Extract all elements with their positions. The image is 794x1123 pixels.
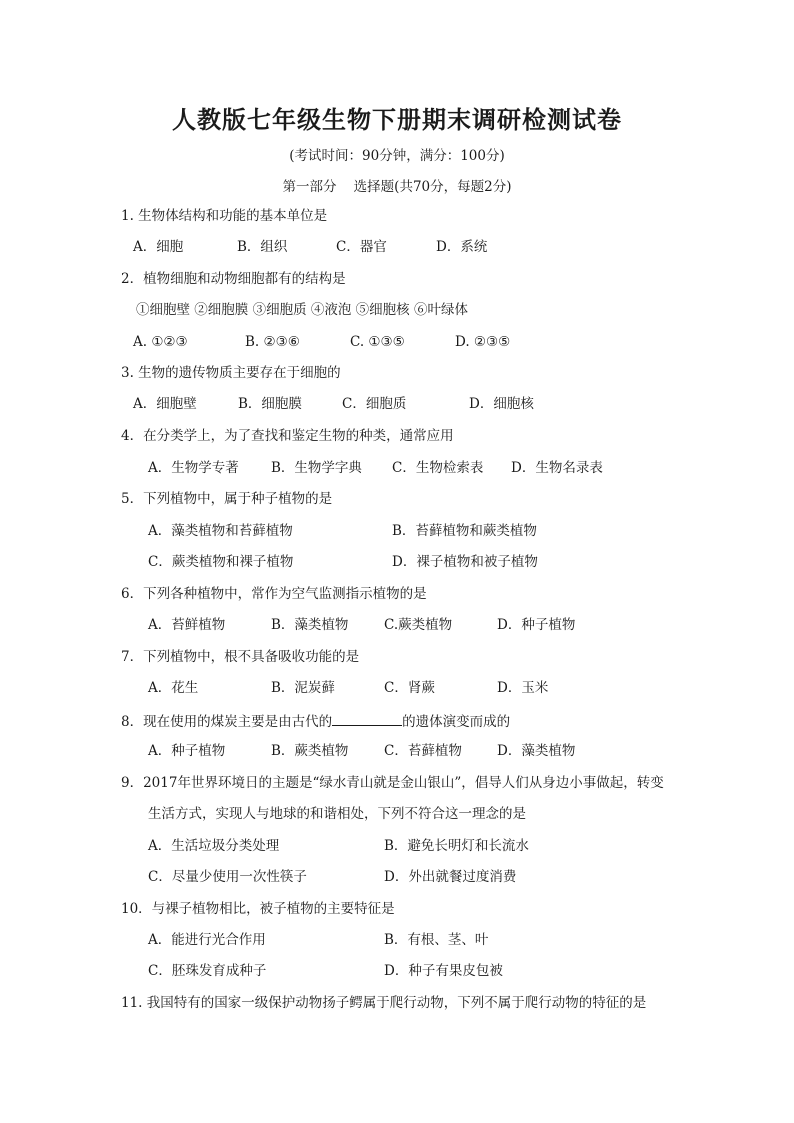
- question-11: 11. 我国特有的国家一级保护动物扬子鳄属于爬行动物，下列不属于爬行动物的特征的是: [121, 995, 647, 1011]
- q8-option-d: D．藻类植物: [497, 743, 576, 759]
- q9-option-d: D．外出就餐过度消费: [384, 869, 517, 885]
- question-5: 5．下列植物中，属于种子植物的是: [121, 491, 333, 507]
- question-8: [121, 711, 510, 731]
- q6-option-b: B．藻类植物: [271, 617, 349, 633]
- q9-option-b: B．避免长明灯和长流水: [384, 838, 529, 854]
- question-3: 3. 生物的遗传物质主要存在于细胞的: [121, 365, 341, 381]
- exam-subtitle: (考试时间：90分钟，满分：100分): [289, 148, 505, 164]
- q3-option-d: D．细胞核: [469, 396, 534, 412]
- q8-option-b: B．蕨类植物: [271, 743, 349, 759]
- q8-option-a: A．种子植物: [148, 743, 226, 759]
- q2-option-c: C. ①③⑤: [350, 334, 405, 350]
- q1-option-c: C．器官: [336, 239, 387, 255]
- q3-option-c: C．细胞质: [342, 396, 407, 412]
- q3-option-a: A．细胞壁: [133, 396, 197, 412]
- q5-option-d: D．裸子植物和被子植物: [392, 554, 538, 570]
- q3-option-b: B．细胞膜: [238, 396, 302, 412]
- section-heading: 第一部分 选择题(共70分，每题2分): [282, 179, 512, 195]
- question-10: 10．与裸子植物相比，被子植物的主要特征是: [121, 901, 395, 917]
- q7-option-a: A．花生: [148, 680, 199, 696]
- q9-option-c: C．尽量少使用一次性筷子: [148, 869, 307, 885]
- q2-option-a: A. ①②③: [133, 334, 188, 350]
- q9-option-a: A．生活垃圾分类处理: [148, 838, 280, 854]
- q4-option-b: B．生物学字典: [271, 460, 362, 476]
- q7-option-c: C．肾蕨: [384, 680, 435, 696]
- q10-option-b: B．有根、茎、叶: [384, 932, 489, 948]
- question-9: 9．2017年世界环境日的主题是“绿水青山就是金山银山”，倡导人们从身边小事做起，转变: [121, 775, 664, 791]
- q10-option-a: A．能进行光合作用: [148, 932, 266, 948]
- q1-option-d: D．系统: [436, 239, 488, 255]
- q8-text-after: 的遗体演变而成的: [402, 714, 511, 730]
- q7-option-d: D．玉米: [497, 680, 549, 696]
- exam-title: 人教版七年级生物下册期末调研检测试卷: [172, 105, 622, 134]
- q5-option-b: B．苔藓植物和蕨类植物: [392, 523, 537, 539]
- question-1: 1. 生物体结构和功能的基本单位是: [121, 208, 328, 224]
- q8-answer-blank: [332, 711, 402, 726]
- q1-option-a: A．细胞: [133, 239, 184, 255]
- q6-option-c: C.蕨类植物: [384, 617, 453, 633]
- question-9-line-2: 生活方式，实现人与地球的和谐相处，下列不符合这一理念的是: [148, 806, 526, 822]
- question-7: 7．下列植物中，根不具备吸收功能的是: [121, 649, 360, 665]
- question-6: 6．下列各种植物中，常作为空气监测指示植物的是: [121, 586, 427, 602]
- q2-option-b: B. ②③⑥: [245, 334, 300, 350]
- q2-structure-list: ①细胞壁 ②细胞膜 ③细胞质 ④液泡 ⑤细胞核 ⑥叶绿体: [136, 302, 468, 318]
- q4-option-d: D．生物名录表: [511, 460, 603, 476]
- question-2: 2．植物细胞和动物细胞都有的结构是: [121, 271, 346, 287]
- q4-option-a: A．生物学专著: [148, 460, 239, 476]
- q7-option-b: B．泥炭藓: [271, 680, 335, 696]
- q10-option-d: D．种子有果皮包被: [384, 963, 503, 979]
- question-4: 4．在分类学上，为了查找和鉴定生物的种类，通常应用: [121, 428, 454, 444]
- q10-option-c: C．胚珠发育成种子: [148, 963, 267, 979]
- q8-option-c: C．苔藓植物: [384, 743, 462, 759]
- q2-option-d: D. ②③⑤: [455, 334, 511, 350]
- q6-option-d: D．种子植物: [497, 617, 576, 633]
- q1-option-b: B．组织: [237, 239, 288, 255]
- q6-option-a: A．苔鲜植物: [148, 617, 226, 633]
- q8-text-before: 8．现在使用的煤炭主要是由古代的: [121, 714, 333, 730]
- q5-option-a: A．藻类植物和苔藓植物: [148, 523, 293, 539]
- q4-option-c: C．生物检索表: [392, 460, 484, 476]
- q5-option-c: C．蕨类植物和裸子植物: [148, 554, 294, 570]
